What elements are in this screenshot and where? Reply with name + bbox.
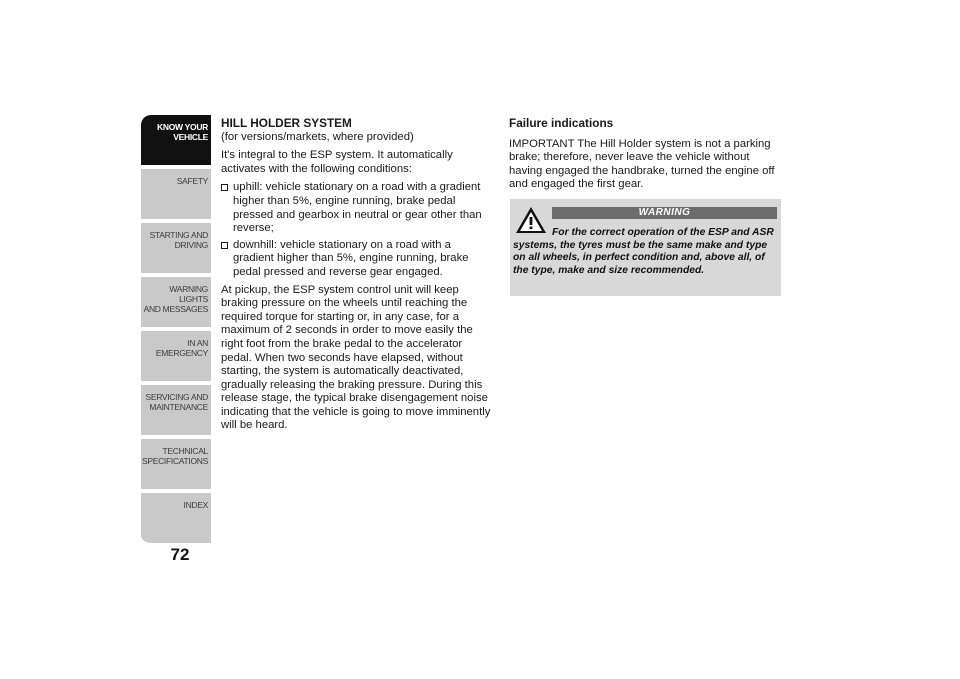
- warning-text: For the correct operation of the ESP and ASR systems, the tyres must be the same make and type on all wheels, in perfect condition and, above all, of the type, make and size recommended.: [513, 227, 774, 277]
- body-paragraph: At pickup, the ESP system control unit will keep braking pressure on the wheels until reaching the required torque for starting or, in any case, for a maximum of 2 seconds in order to move easily the right foot from the brake pedal to the accelerator pedal. When two seconds have elapsed, without starting, the system is automatically deactivated, gradually releasing the braking pressure. During this release stage, the typical brake disengagement noise indicating that the vehicle is going to move imminently will be heard.: [221, 283, 491, 432]
- section-title: HILL HOLDER SYSTEM: [221, 116, 352, 130]
- list-item-text: uphill: vehicle stationary on a road with a gradient higher than 5%, engine running, brake pedal pressed and gearbox in neutral or gear other than reverse;: [233, 181, 482, 235]
- tab-technical-specifications[interactable]: TECHNICAL SPECIFICATIONS: [141, 439, 211, 491]
- checkbox-bullet-icon: [221, 242, 228, 249]
- page-number: 72: [170, 545, 190, 564]
- tab-warning-lights[interactable]: WARNING LIGHTS AND MESSAGES: [141, 277, 211, 329]
- right-column: [509, 117, 781, 197]
- left-column: [221, 117, 493, 438]
- section-subtitle: (for versions/markets, where provided): [221, 130, 414, 143]
- tab-starting-and-driving[interactable]: STARTING AND DRIVING: [141, 223, 211, 275]
- important-paragraph: IMPORTANT The Hill Holder system is not a parking brake; therefore, never leave the vehicle without having engaged the handbrake, turned the engine off and engaged the first gear.: [509, 137, 775, 191]
- warning-header: WARNING: [552, 207, 777, 219]
- tab-index[interactable]: INDEX: [141, 493, 211, 545]
- tab-servicing-and-maintenance[interactable]: SERVICING AND MAINTENANCE: [141, 385, 211, 437]
- tab-safety[interactable]: SAFETY: [141, 169, 211, 221]
- list-item-text: downhill: vehicle stationary on a road with a gradient higher than 5%, engine running, brake pedal pressed and reverse gear engaged.: [233, 238, 469, 278]
- list-item: [221, 239, 493, 280]
- warning-box: [510, 199, 781, 296]
- conditions-list: [221, 181, 493, 279]
- checkbox-bullet-icon: [221, 184, 228, 191]
- failure-indications-title: Failure indications: [509, 116, 614, 130]
- tab-know-your-vehicle[interactable]: KNOW YOUR VEHICLE: [141, 115, 211, 167]
- tab-in-an-emergency[interactable]: IN AN EMERGENCY: [141, 331, 211, 383]
- intro-paragraph: It's integral to the ESP system. It automatically activates with the following conditions:: [221, 149, 453, 175]
- list-item: [221, 181, 493, 235]
